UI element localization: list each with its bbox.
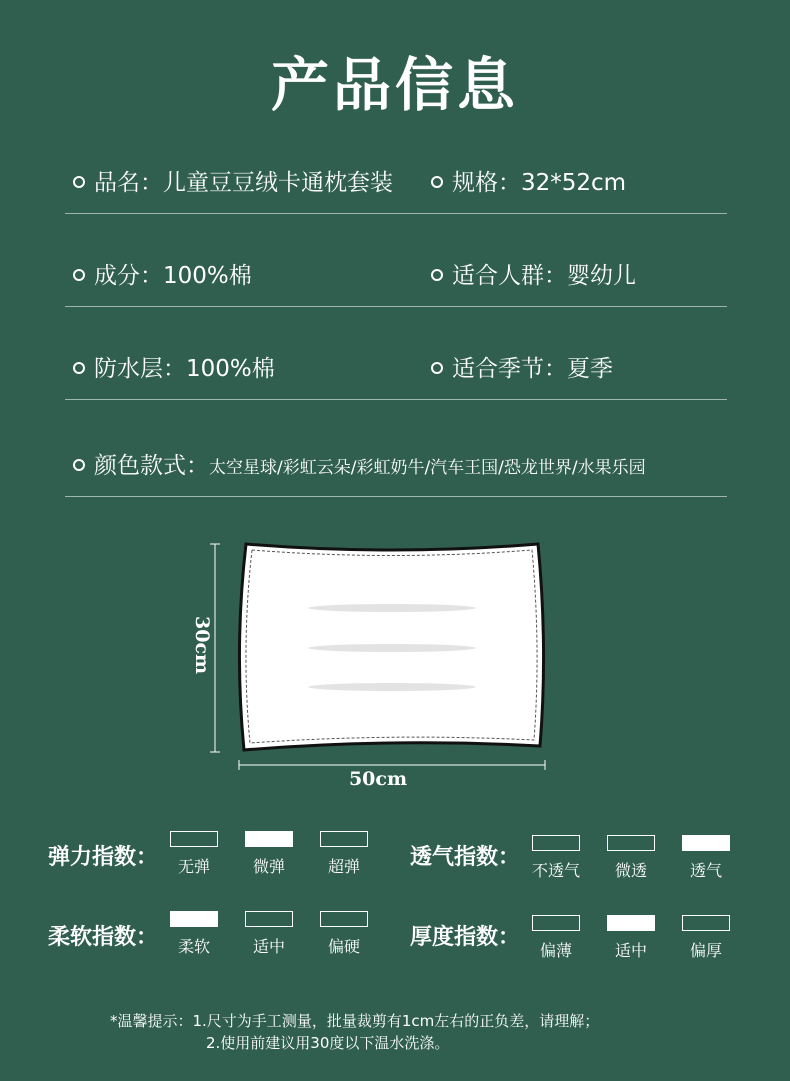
product-season: 适合季节：夏季 [431, 349, 613, 389]
care-note [110, 1010, 599, 1054]
product-spec: 规格：32*52cm [431, 163, 626, 203]
softness-label: 柔软指数： [48, 925, 159, 950]
indicator-box [532, 915, 580, 931]
breathability-option: 透气 [668, 835, 744, 881]
thickness-option: 适中 [593, 915, 669, 961]
thickness-option: 偏厚 [668, 915, 744, 961]
softness-option: 偏硬 [306, 911, 382, 957]
indicator-box [245, 911, 293, 927]
care-note-line-1: *温馨提示：1.尺寸为手工测量，批量裁剪有1cm左右的正负差，请理解； [110, 1012, 600, 1030]
elasticity-label: 弹力指数： [48, 845, 159, 870]
info-row-4 [65, 446, 727, 497]
elasticity-option: 无弹 [156, 831, 232, 877]
product-waterproof: 防水层：100%棉 [73, 349, 275, 389]
width-dimension: 50cm [348, 768, 408, 790]
height-dimension: 30cm [191, 615, 213, 675]
bullet-icon [73, 362, 85, 374]
breathability-option: 微透 [593, 835, 669, 881]
elasticity-option: 微弹 [231, 831, 307, 877]
bullet-icon [431, 176, 443, 188]
softness-option: 适中 [231, 911, 307, 957]
breathability-option: 不透气 [518, 835, 594, 881]
info-row-1 [65, 163, 727, 214]
elasticity-option: 超弹 [306, 831, 382, 877]
product-material: 成分：100%棉 [73, 256, 252, 296]
indicator-box [170, 911, 218, 927]
breathability-label: 透气指数： [410, 845, 521, 870]
product-name: 品名：儿童豆豆绒卡通枕套装 [73, 163, 393, 203]
info-row-3 [65, 349, 727, 400]
care-note-line-2: 2.使用前建议用30度以下温水洗涤。 [206, 1034, 450, 1052]
bullet-icon [73, 176, 85, 188]
product-audience: 适合人群：婴幼儿 [431, 256, 636, 296]
bullet-icon [73, 459, 85, 471]
softness-option: 柔软 [156, 911, 232, 957]
indicator-box [532, 835, 580, 851]
indicator-box [245, 831, 293, 847]
indicator-box [607, 915, 655, 931]
indicator-box [682, 915, 730, 931]
indicator-box [320, 831, 368, 847]
bullet-icon [73, 269, 85, 281]
indicator-box [170, 831, 218, 847]
indicator-box [682, 835, 730, 851]
indicator-box [320, 911, 368, 927]
thickness-label: 厚度指数： [410, 925, 521, 950]
info-row-2 [65, 256, 727, 307]
product-colors: 颜色款式：太空星球/彩虹云朵/彩虹奶牛/汽车王国/恐龙世界/水果乐园 [73, 446, 646, 486]
bullet-icon [431, 362, 443, 374]
page-title: 产品信息 [270, 51, 519, 119]
bullet-icon [431, 269, 443, 281]
indicator-box [607, 835, 655, 851]
thickness-option: 偏薄 [518, 915, 594, 961]
